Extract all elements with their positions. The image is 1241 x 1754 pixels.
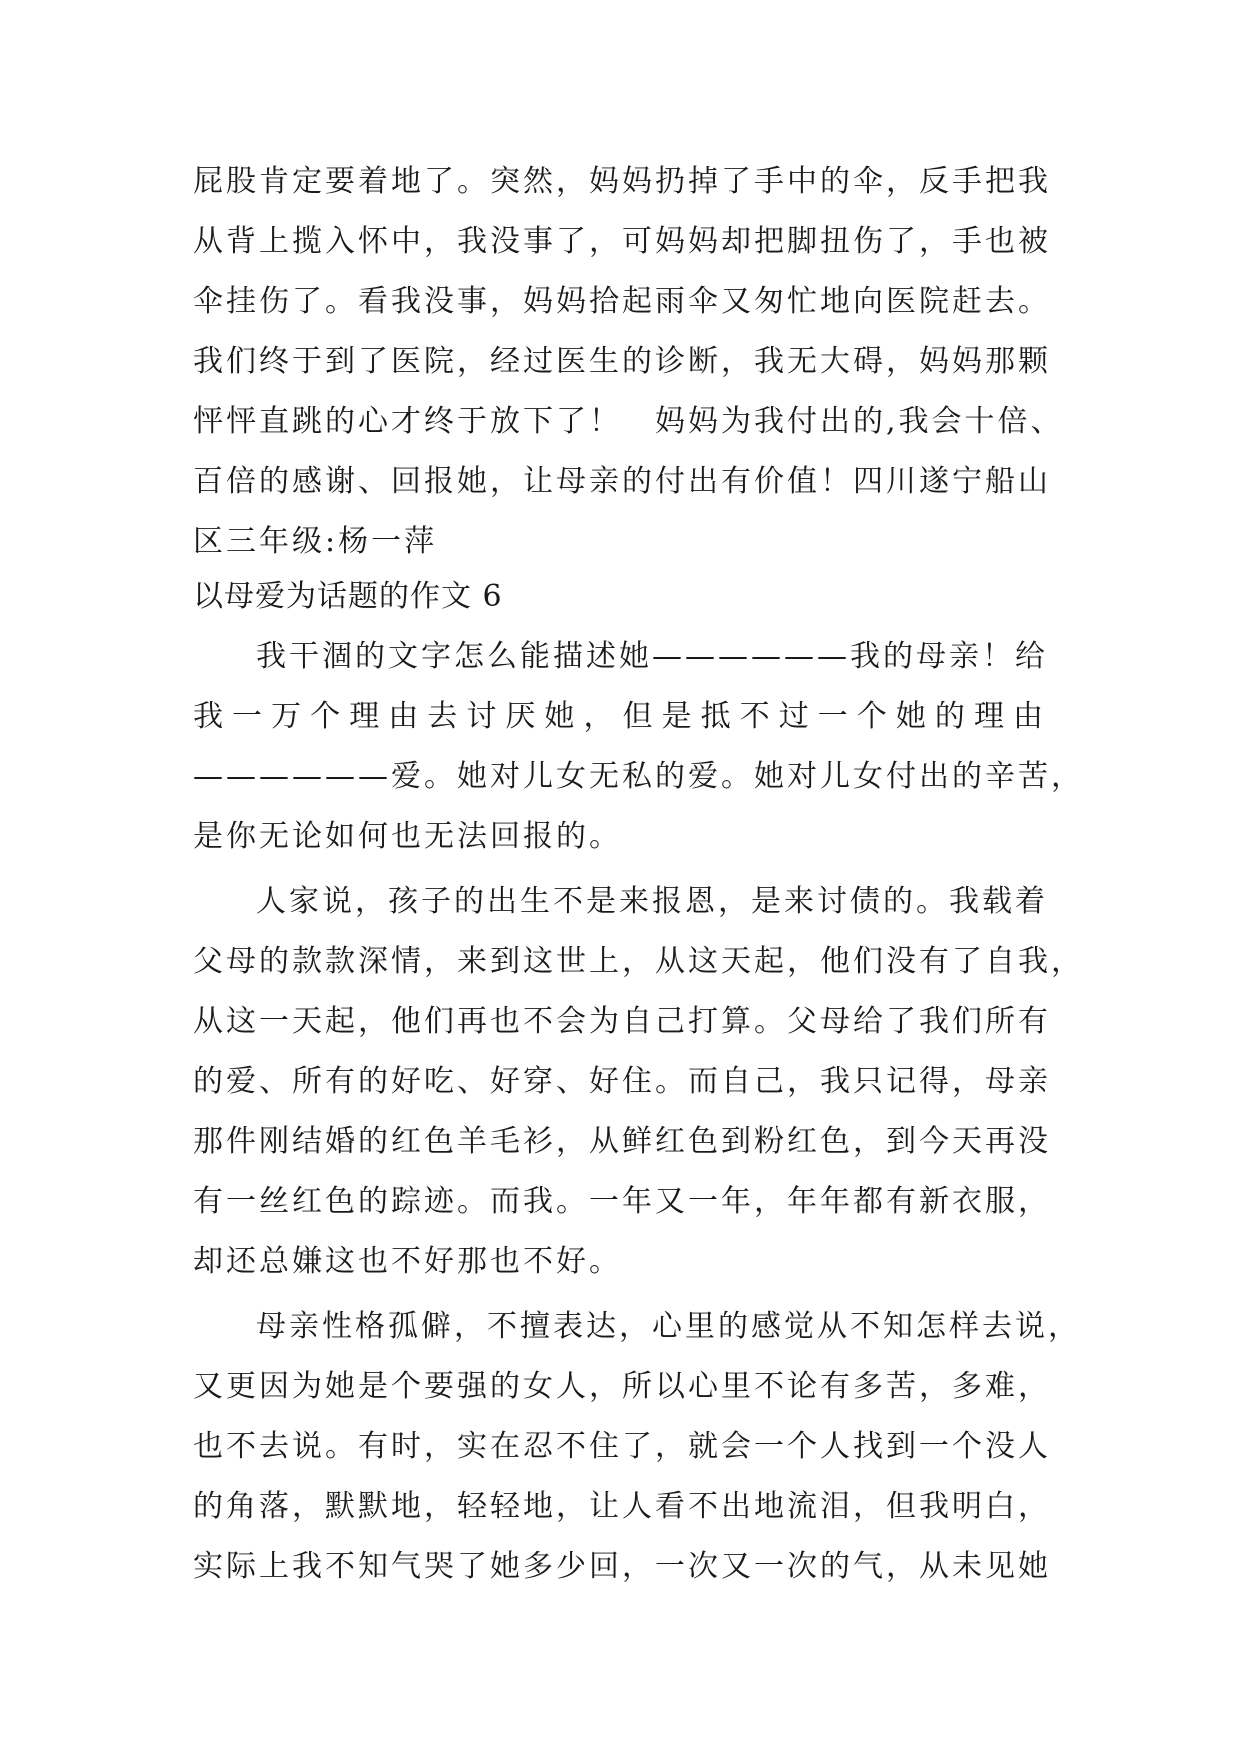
paragraph-line: 母亲性格孤僻，不擅表达，心里的感觉从不知怎样去说， <box>256 1309 1081 1344</box>
text-line: 屁股肯定要着地了。突然，妈妈扔掉了手中的伞，反手把我 <box>193 164 1051 199</box>
paragraph-line: 从这一天起，他们再也不会为自己打算。父母给了我们所有 <box>193 1004 1051 1039</box>
paragraph-line: ——————爱。她对儿女无私的爱。她对儿女付出的辛苦， <box>193 759 1084 794</box>
paragraph-line: 实际上我不知气哭了她多少回，一次又一次的气，从未见她 <box>193 1549 1051 1584</box>
paragraph-line: 的爱、所有的好吃、好穿、好住。而自己，我只记得，母亲 <box>193 1064 1051 1099</box>
paragraph-line: 我一万个理由去讨厌她，但是抵不过一个她的理由 <box>193 699 1043 734</box>
paragraph-line: 有一丝红色的踪迹。而我。一年又一年，年年都有新衣服， <box>193 1184 1051 1219</box>
section-heading: 以母爱为话题的作文 6 <box>193 579 503 614</box>
paragraph-line: 是你无论如何也无法回报的。 <box>193 819 622 854</box>
paragraph-line: 也不去说。有时，实在忍不住了，就会一个人找到一个没人 <box>193 1429 1051 1464</box>
paragraph-line: 我干涸的文字怎么能描述她——————我的母亲！给 <box>256 639 1048 674</box>
text-line: 伞挂伤了。看我没事，妈妈拾起雨伞又匆忙地向医院赶去。 <box>193 284 1051 319</box>
text-line: 怦怦直跳的心才终于放下了！ 妈妈为我付出的,我会十倍、 <box>193 404 1064 439</box>
paragraph-line: 父母的款款深情，来到这世上，从这天起，他们没有了自我， <box>193 944 1084 979</box>
paragraph-line: 人家说，孩子的出生不是来报恩，是来讨债的。我载着 <box>256 884 1048 919</box>
text-line: 区三年级:杨一萍 <box>193 524 438 559</box>
paragraph-line: 却还总嫌这也不好那也不好。 <box>193 1244 622 1279</box>
text-line: 我们终于到了医院，经过医生的诊断，我无大碍，妈妈那颗 <box>193 344 1051 379</box>
paragraph-line: 又更因为她是个要强的女人，所以心里不论有多苦，多难， <box>193 1369 1051 1404</box>
text-line: 从背上揽入怀中，我没事了，可妈妈却把脚扭伤了，手也被 <box>193 224 1051 259</box>
text-line: 百倍的感谢、回报她，让母亲的付出有价值！四川遂宁船山 <box>193 464 1051 499</box>
paragraph-line: 的角落，默默地，轻轻地，让人看不出地流泪，但我明白， <box>193 1489 1051 1524</box>
paragraph-line: 那件刚结婚的红色羊毛衫，从鲜红色到粉红色，到今天再没 <box>193 1124 1051 1159</box>
